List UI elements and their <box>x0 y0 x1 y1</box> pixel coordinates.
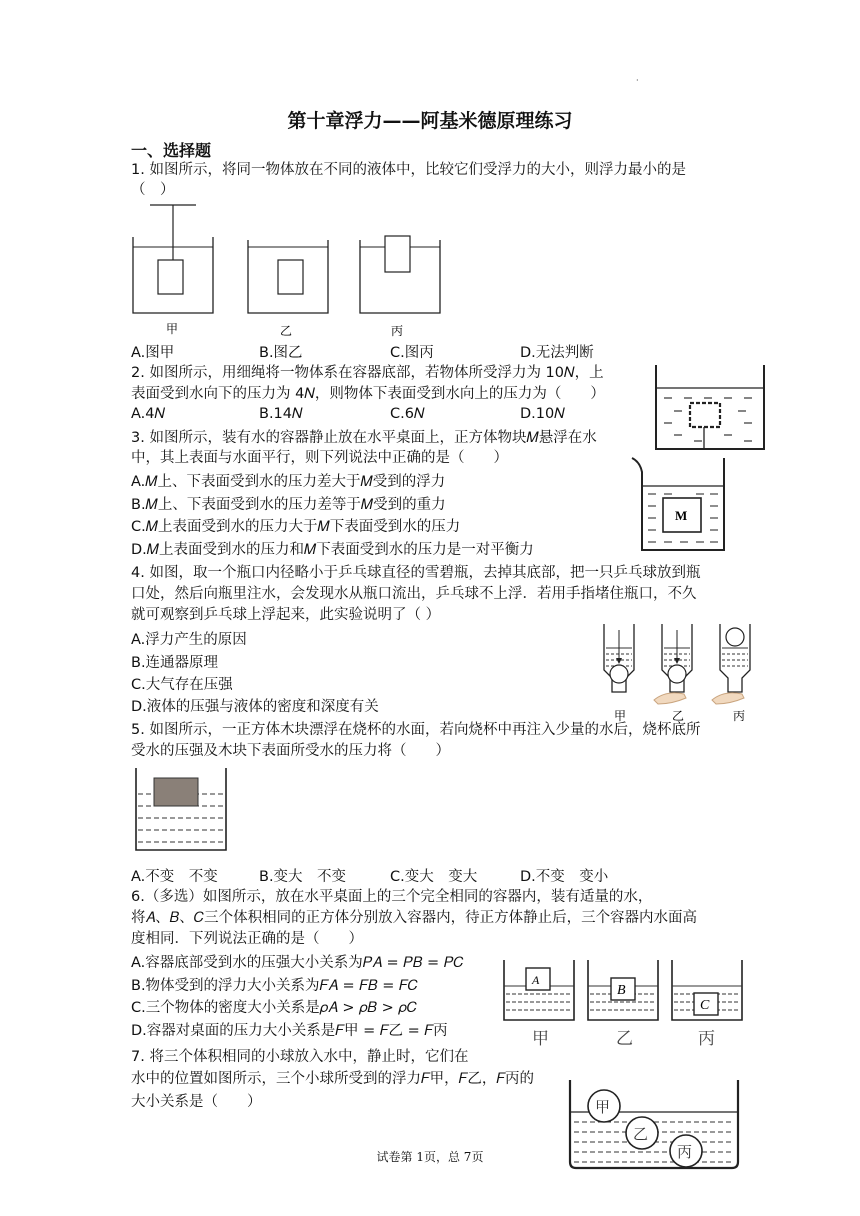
q6-block-b: B <box>617 983 626 998</box>
q4-option-d: D.液体的压强与液体的密度和深度有关 <box>131 699 379 715</box>
q3-stem-line1: 3. 如图所示，装有水的容器静止放在水平桌面上，正方体物块𝑀悬浮在水 <box>131 430 597 446</box>
q7-ball-bing: 丙 <box>677 1143 693 1161</box>
q1-figure <box>128 200 448 345</box>
q2-stem-line1: 2. 如图所示，用细绳将一物体系在容器底部，若物体所受浮力为 10𝑁，上 <box>131 365 604 381</box>
q5-figure <box>134 766 230 854</box>
q1-option-b: B.图乙 <box>259 345 303 361</box>
q7-stem-line3: 大小关系是（ ） <box>131 1094 262 1110</box>
q1-option-a: A.图甲 <box>131 345 175 361</box>
q1-label-b: 乙 <box>280 324 293 338</box>
q5-option-b: B.变大 不变 <box>259 869 347 885</box>
q4-option-b: B.连通器原理 <box>131 655 219 671</box>
q5-option-a: A.不变 不变 <box>131 869 218 885</box>
q4-stem-line3: 就可观察到乒乓球上浮起来，此实验说明了（ ） <box>131 607 441 623</box>
q2-option-b: B.14𝑁 <box>259 406 303 422</box>
q1-option-d: D.无法判断 <box>520 345 594 361</box>
q3-option-d: D.𝑀上表面受到水的压力和𝑀下表面受到水的压力是一对平衡力 <box>131 542 534 558</box>
q6-block-a: A <box>532 973 540 987</box>
q3-option-c: C.𝑀上表面受到水的压力大于𝑀下表面受到水的压力 <box>131 519 461 535</box>
q1-label-c: 丙 <box>391 324 404 338</box>
q4-stem-line1: 4. 如图，取一个瓶口内径略小于乒乓球直径的雪碧瓶，去掉其底部，把一只乒乓球放到瓶 <box>131 565 701 581</box>
q4-option-a: A.浮力产生的原因 <box>131 632 247 648</box>
q4-stem-line2: 口处，然后向瓶里注水，会发现水从瓶口流出，乒乓球不上浮．若用手指堵住瓶口，不久 <box>131 586 697 602</box>
q2-option-a: A.4𝑁 <box>131 406 166 422</box>
q6-option-a: A.容器底部受到水的压强大小关系为𝑃𝐴 = 𝑃𝐵 = 𝑃𝐶 <box>131 955 464 971</box>
q1-label-a: 甲 <box>166 322 179 336</box>
q4-figure <box>596 620 762 724</box>
q3-block-label: M <box>675 508 688 523</box>
q6-label-c: 丙 <box>698 1029 715 1049</box>
q2-figure <box>654 363 766 451</box>
q4-label-c: 丙 <box>733 709 746 723</box>
q6-stem-line3: 度相同．下列说法正确的是（ ） <box>131 931 363 947</box>
q3-stem-line2: 中，其上表面与水面平行，则下列说法中正确的是（ ） <box>131 450 508 466</box>
q2-stem-line2: 表面受到水向下的压力为 4𝑁，则物体下表面受到水向上的压力为（ ） <box>131 386 605 402</box>
q7-ball-yi: 乙 <box>633 1125 649 1143</box>
q6-label-a: 甲 <box>532 1029 549 1049</box>
q3-option-a: A.𝑀上、下表面受到水的压力差大于𝑀受到的浮力 <box>131 474 446 490</box>
q1-stem-line1: 1. 如图所示，将同一物体放在不同的液体中，比较它们受浮力的大小，则浮力最小的是 <box>131 162 686 178</box>
q6-figure <box>500 956 746 1048</box>
q4-label-a: 甲 <box>614 709 627 723</box>
q2-option-d: D.10𝑁 <box>520 406 565 422</box>
q4-option-c: C.大气存在压强 <box>131 677 233 693</box>
q4-label-b: 乙 <box>672 709 685 723</box>
q7-stem-line1: 7. 将三个体积相同的小球放入水中，静止时，它们在 <box>131 1049 469 1065</box>
q6-label-b: 乙 <box>616 1029 633 1049</box>
q5-stem-line2: 受水的压强及木块下表面所受水的压力将（ ） <box>131 743 450 759</box>
q1-stem-line2: （ ） <box>131 182 175 198</box>
q6-option-d: D.容器对桌面的压力大小关系是𝐹甲 = 𝐹乙 = 𝐹丙 <box>131 1023 448 1039</box>
q6-option-c: C.三个物体的密度大小关系是𝜌𝐴 > 𝜌𝐵 > 𝜌𝐶 <box>131 1000 418 1016</box>
q6-stem-line2: 将𝐴、𝐵、𝐶三个体积相同的正方体分别放入容器内，待正方体静止后，三个容器内水面高 <box>131 910 698 926</box>
page-title: 第十章浮力——阿基米德原理练习 <box>287 110 573 132</box>
q6-option-b: B.物体受到的浮力大小关系为𝐹𝐴 = 𝐹𝐵 = 𝐹𝐶 <box>131 978 418 994</box>
q5-stem-line1: 5. 如图所示，一正方体木块漂浮在烧杯的水面，若向烧杯中再注入少量的水后，烧杯底所 <box>131 722 701 738</box>
q2-option-c: C.6𝑁 <box>390 406 425 422</box>
q6-stem-line1: 6.（多选）如图所示，放在水平桌面上的三个完全相同的容器内，装有适量的水， <box>131 889 653 905</box>
q3-figure <box>630 450 742 558</box>
q7-stem-line2: 水中的位置如图所示，三个小球所受到的浮力𝐹甲，𝐹乙，𝐹丙的 <box>131 1071 535 1087</box>
page-footer: 试卷第 1页，总 7页 <box>376 1150 484 1164</box>
q6-block-c: C <box>700 998 710 1013</box>
q7-ball-jia: 甲 <box>595 1098 611 1116</box>
q1-option-c: C.图丙 <box>390 345 434 361</box>
q5-option-d: D.不变 变小 <box>520 869 609 885</box>
q5-option-c: C.变大 变大 <box>390 869 478 885</box>
stray-dot: · <box>636 76 639 85</box>
section-heading: 一、选择题 <box>131 141 212 160</box>
q3-option-b: B.𝑀上、下表面受到水的压力差等于𝑀受到的重力 <box>131 497 446 513</box>
